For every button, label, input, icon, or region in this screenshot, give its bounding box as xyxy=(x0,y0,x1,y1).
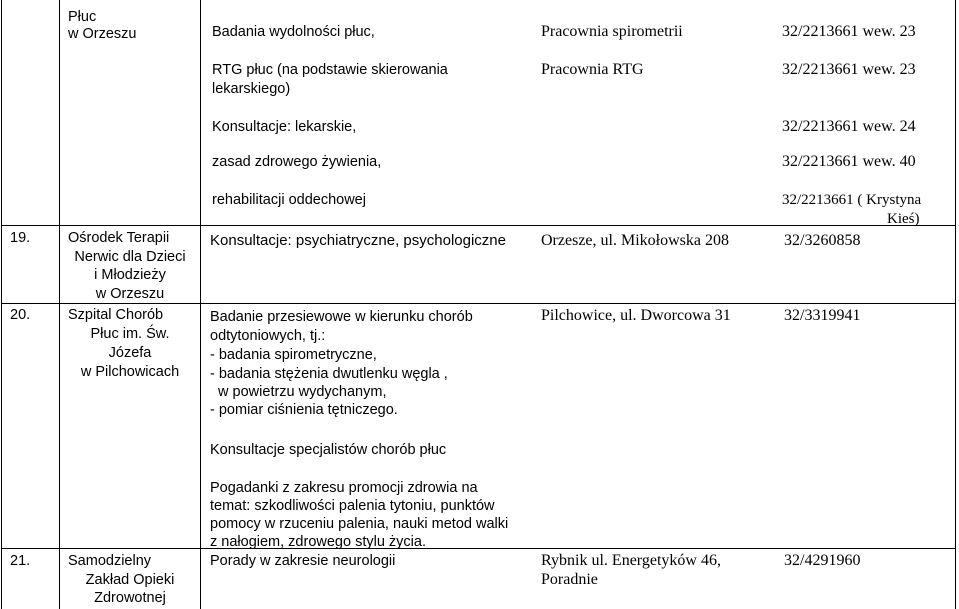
address-text: Poradnie xyxy=(541,571,598,588)
phone-text: 32/2213661 wew. 40 xyxy=(782,153,916,170)
number-column-divider xyxy=(59,0,60,609)
service-text: - badania stężenia dwutlenku węgla , xyxy=(210,366,448,382)
facility-name-line: Ośrodek Terapii xyxy=(68,230,170,246)
service-text: w powietrzu wydychanym, xyxy=(210,384,387,400)
row-divider-19 xyxy=(1,225,956,226)
phone-text: 32/2213661 wew. 23 xyxy=(782,23,916,40)
phone-text: Kieś) xyxy=(887,211,920,227)
row-divider-21 xyxy=(1,548,956,549)
service-text: Porady w zakresie neurologii xyxy=(210,553,396,569)
address-text: Orzesze, ul. Mikołowska 208 xyxy=(541,232,729,249)
service-text: Konsultacje: lekarskie, xyxy=(212,119,357,135)
phone-text: 32/2213661 ( Krystyna xyxy=(782,192,922,208)
phone-text: 32/3260858 xyxy=(784,232,861,249)
row-number: 21. xyxy=(10,553,31,569)
service-text: temat: szkodliwości palenia tytoniu, punktów xyxy=(210,498,495,514)
service-text: odtytoniowych, tj.: xyxy=(210,328,326,344)
place-text: Pracownia RTG xyxy=(541,61,644,78)
table-right-border xyxy=(955,0,956,609)
facility-name-line: w Orzeszu xyxy=(95,286,165,302)
facility-name-line: Zdrowotnej xyxy=(94,590,166,606)
phone-text: 32/3319941 xyxy=(784,307,861,324)
service-text: Konsultacje specjalistów chorób płuc xyxy=(210,442,447,458)
name-column-divider xyxy=(200,0,201,609)
service-text: - badania spirometryczne, xyxy=(210,347,377,363)
service-text: Pogadanki z zakresu promocji zdrowia na xyxy=(210,480,478,496)
facility-name-line: Płuc xyxy=(68,9,97,25)
service-text: pomocy w rzuceniu palenia, nauki metod walki xyxy=(210,516,509,532)
service-text: RTG płuc (na podstawie skierowania xyxy=(212,62,448,78)
address-text: Rybnik ul. Energetyków 46, xyxy=(541,552,721,569)
service-text: zasad zdrowego żywienia, xyxy=(212,154,382,170)
place-text: Pracownia spirometrii xyxy=(541,23,683,40)
facility-name-line: Józefa xyxy=(108,345,152,361)
row-number: 20. xyxy=(10,307,31,323)
facility-name-line: w Orzeszu xyxy=(68,26,137,42)
service-text: lekarskiego) xyxy=(212,81,291,97)
service-text: rehabilitacji oddechowej xyxy=(212,192,366,208)
facility-name-line: w Pilchowicach xyxy=(80,364,180,380)
phone-text: 32/4291960 xyxy=(784,552,861,569)
phone-text: 32/2213661 wew. 23 xyxy=(782,61,916,78)
row-number: 19. xyxy=(10,230,31,246)
service-text: - pomiar ciśnienia tętniczego. xyxy=(210,402,398,418)
service-text: Badanie przesiewowe w kierunku chorób xyxy=(210,309,473,325)
facility-name-line: Szpital Chorób xyxy=(68,307,164,323)
service-text: Badania wydolności płuc, xyxy=(212,24,375,40)
facility-name-line: Zakład Opieki xyxy=(85,572,175,588)
service-text: z nałogiem, zdrowego stylu życia. xyxy=(210,534,426,550)
facility-name-line: Nerwic dla Dzieci xyxy=(74,249,186,265)
facility-name-line: i Młodzieży xyxy=(94,267,166,283)
service-text: Konsultacje: psychiatryczne, psychologiczne xyxy=(210,232,506,249)
facility-name-line: Płuc im. Św. xyxy=(90,326,170,342)
address-text: Pilchowice, ul. Dworcowa 31 xyxy=(541,307,731,324)
phone-text: 32/2213661 wew. 24 xyxy=(782,118,916,135)
facility-name-line: Samodzielny xyxy=(68,553,152,569)
table-left-border xyxy=(1,0,2,609)
